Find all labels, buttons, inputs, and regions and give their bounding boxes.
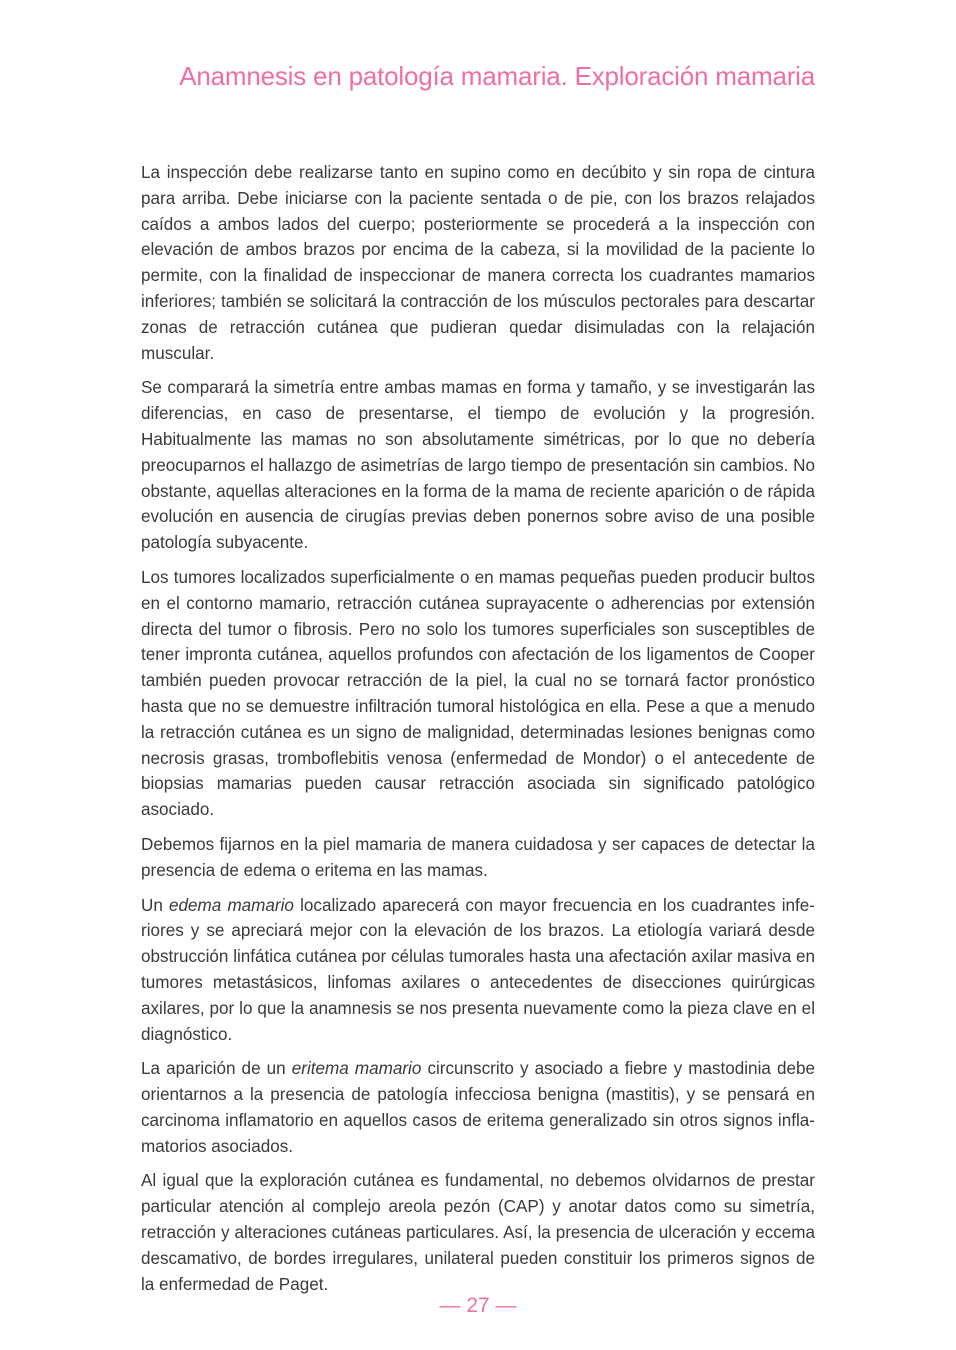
page-number: — 27 — [439, 1294, 517, 1317]
paragraph: Los tumores localizados superficialmente o en mamas pequeñas pueden producir bultos en el contorno mamario, retracción cutánea suprayacente o adherencias por extensión directa del tumor o fibrosis. Pero no solo los tumores superficiales son susceptibles de tener impronta cutánea, aquellos profundos con afectación de los ligamentos de Cooper también pueden provocar retracción de la piel, la cual no se tornará factor pronóstico hasta que no se demuestre infiltración tumoral histológica en ella. Pese a que a menudo la retracción cutánea es un signo de malignidad, determinadas lesiones benignas como necrosis grasas, tromboflebitis venosa (enfermedad de Mondor) o el antecedente de biopsias mamarias pueden causar retracción asociada sin significado patológico asociado. [141, 567, 815, 820]
paragraph: Debemos fijarnos en la piel mamaria de manera cuidadosa y ser capaces de detectar la presencia de edema o eritema en las mamas. [141, 834, 815, 880]
emphasis-term: eritema mamario [291, 1059, 422, 1079]
paragraph: La inspección debe realizarse tanto en supino como en decúbito y sin ropa de cintura para arriba. Debe iniciarse con la paciente sentada o de pie, con los brazos relajados caídos a ambos lados del cuerpo; posteriormente se procederá a la inspección con elevación de ambos brazos por encima de la cabeza, si la movilidad de la paciente lo permite, con la finalidad de inspeccionar de manera correcta los cuadrantes mamarios inferiores; también se solicitará la contracción de los músculos pectorales para descartar zonas de retracción cutánea que pudieran quedar disimuladas con la relajación muscular. [141, 163, 815, 363]
paragraph-text: circunscrito y asociado a fiebre y mastodinia debe orientarnos a la presencia de patología infecciosa benigna (mastitis), y se pensará en carcinoma inflamatorio en aquellos casos de eritema generalizado sin otros signos inflamatorios asociados. [141, 1059, 815, 1156]
running-header-title: Anamnesis en patología mamaria. Exploración mamaria [179, 61, 815, 91]
paragraph [141, 893, 815, 1048]
paragraph [141, 1056, 815, 1159]
paragraph-text: Un [141, 895, 170, 915]
emphasis-term: edema mamario [169, 895, 294, 915]
paragraph: Al igual que la exploración cutánea es fundamental, no debemos olvidarnos de prestar particular atención al complejo areola pezón (CAP) y anotar datos como su simetría, retracción y alteraciones cutáneas particulares. Así, la presencia de ulceración y eccema descamativo, de bordes irregulares, unilateral pueden constituir los primeros signos de la enfermedad de Paget. [141, 1171, 815, 1294]
paragraph-text: localizado aparecerá con mayor frecuencia en los cuadrantes inferiores y se apreciará mejor con la elevación de los brazos. La etiología variará desde obstrucción linfática cutánea por células tumorales hasta una afectación axilar masiva en tumores metastásicos, linfomas axilares o antecedentes de disecciones quirúrgicas axilares, por lo que la anamnesis se nos presenta nuevamente como la pieza clave en el diagnóstico. [141, 895, 815, 1044]
body-text [141, 160, 815, 1306]
paragraph: Se comparará la simetría entre ambas mamas en forma y tamaño, y se investigarán las diferencias, en caso de presentarse, el tiempo de evolución y la progresión. Habitualmente las mamas no son absolutamente simétricas, por lo que no debería preocuparnos el hallazgo de asimetrías de largo tiempo de presentación sin cambios. No obstante, aquellas alteraciones en la forma de la mama de reciente aparición o de rápida evolución en ausencia de cirugías previas deben ponernos sobre aviso de una posible patología subyacente. [141, 378, 815, 553]
paragraph-text: La aparición de un [141, 1059, 292, 1079]
